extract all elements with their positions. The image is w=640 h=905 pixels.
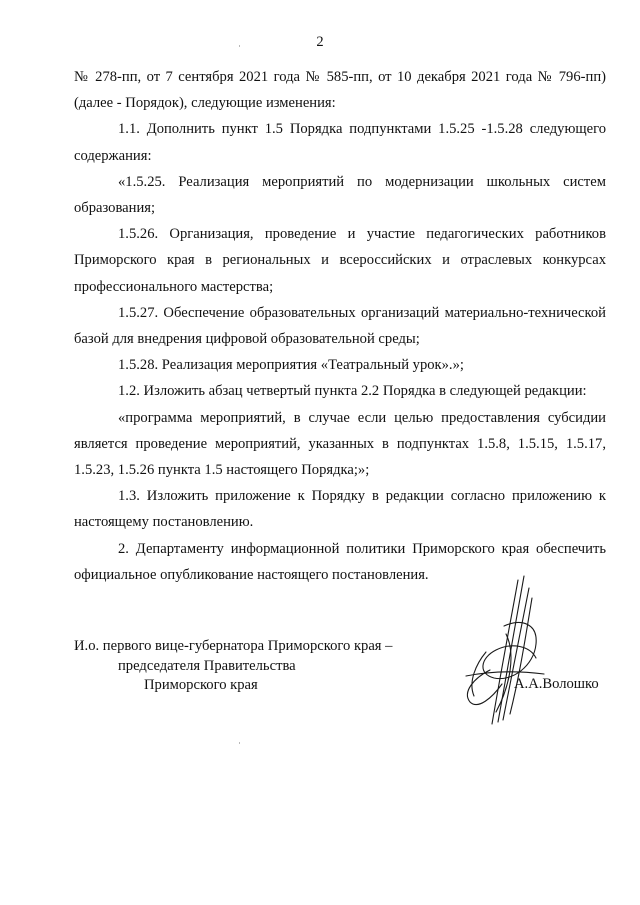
paragraph-item-2: 2. Департаменту информационной политики Приморского края обеспечить официальное опубликование настоящего постановления. — [74, 540, 606, 583]
paragraph-item-1-5-25: «1.5.25. Реализация мероприятий по модернизации школьных систем образования; — [74, 173, 606, 217]
signatory-name: А.А.Волошко — [514, 676, 599, 692]
paragraph-continuation: № 278-пп, от 7 сентября 2021 года № 585-пп, от 10 декабря 2021 года № 796-пп) (далее - Порядок), следующие изменения: — [74, 69, 606, 112]
page-number: 2 — [316, 34, 324, 50]
scan-speck — [239, 45, 240, 47]
handwritten-signature — [446, 574, 566, 734]
paragraph-item-1-2: 1.2. Изложить абзац четвертый пункта 2.2 Порядка в следующей редакции: — [118, 383, 587, 400]
paragraph-item-1-1: 1.1. Дополнить пункт 1.5 Порядка подпунктами 1.5.25 -1.5.28 следующего содержания: — [74, 121, 606, 164]
signatory-title-line-3: Приморского края — [144, 677, 258, 693]
scan-speck — [239, 742, 240, 744]
signatory-title — [74, 637, 454, 696]
paragraph-item-1-5-27: 1.5.27. Обеспечение образовательных организаций материально-технической базой для внедрения цифровой образовательной среды; — [74, 304, 606, 348]
paragraph-item-1-5-28: 1.5.28. Реализация мероприятия «Театральный урок».»; — [118, 357, 464, 374]
signatory-title-line-1: И.о. первого вице-губернатора Приморского края – — [74, 638, 393, 654]
paragraph-item-1-3: 1.3. Изложить приложение к Порядку в редакции согласно приложению к настоящему постановлению. — [74, 488, 606, 531]
paragraph-item-1-5-26: 1.5.26. Организация, проведение и участие педагогических работников Приморского края в региональных и всероссийских и отраслевых конкурсах профессионального мастерства; — [74, 226, 606, 295]
signatory-title-line-2: председателя Правительства — [118, 657, 296, 674]
paragraph-quoted-program: «программа мероприятий, в случае если целью предоставления субсидии является проведение мероприятий, указанных в подпунктах 1.5.8, 1.5.15, 1.5.17, 1.5.23, 1.5.26 пункта 1.5 настоящего Порядка;»; — [74, 409, 606, 479]
document-body — [74, 64, 606, 588]
